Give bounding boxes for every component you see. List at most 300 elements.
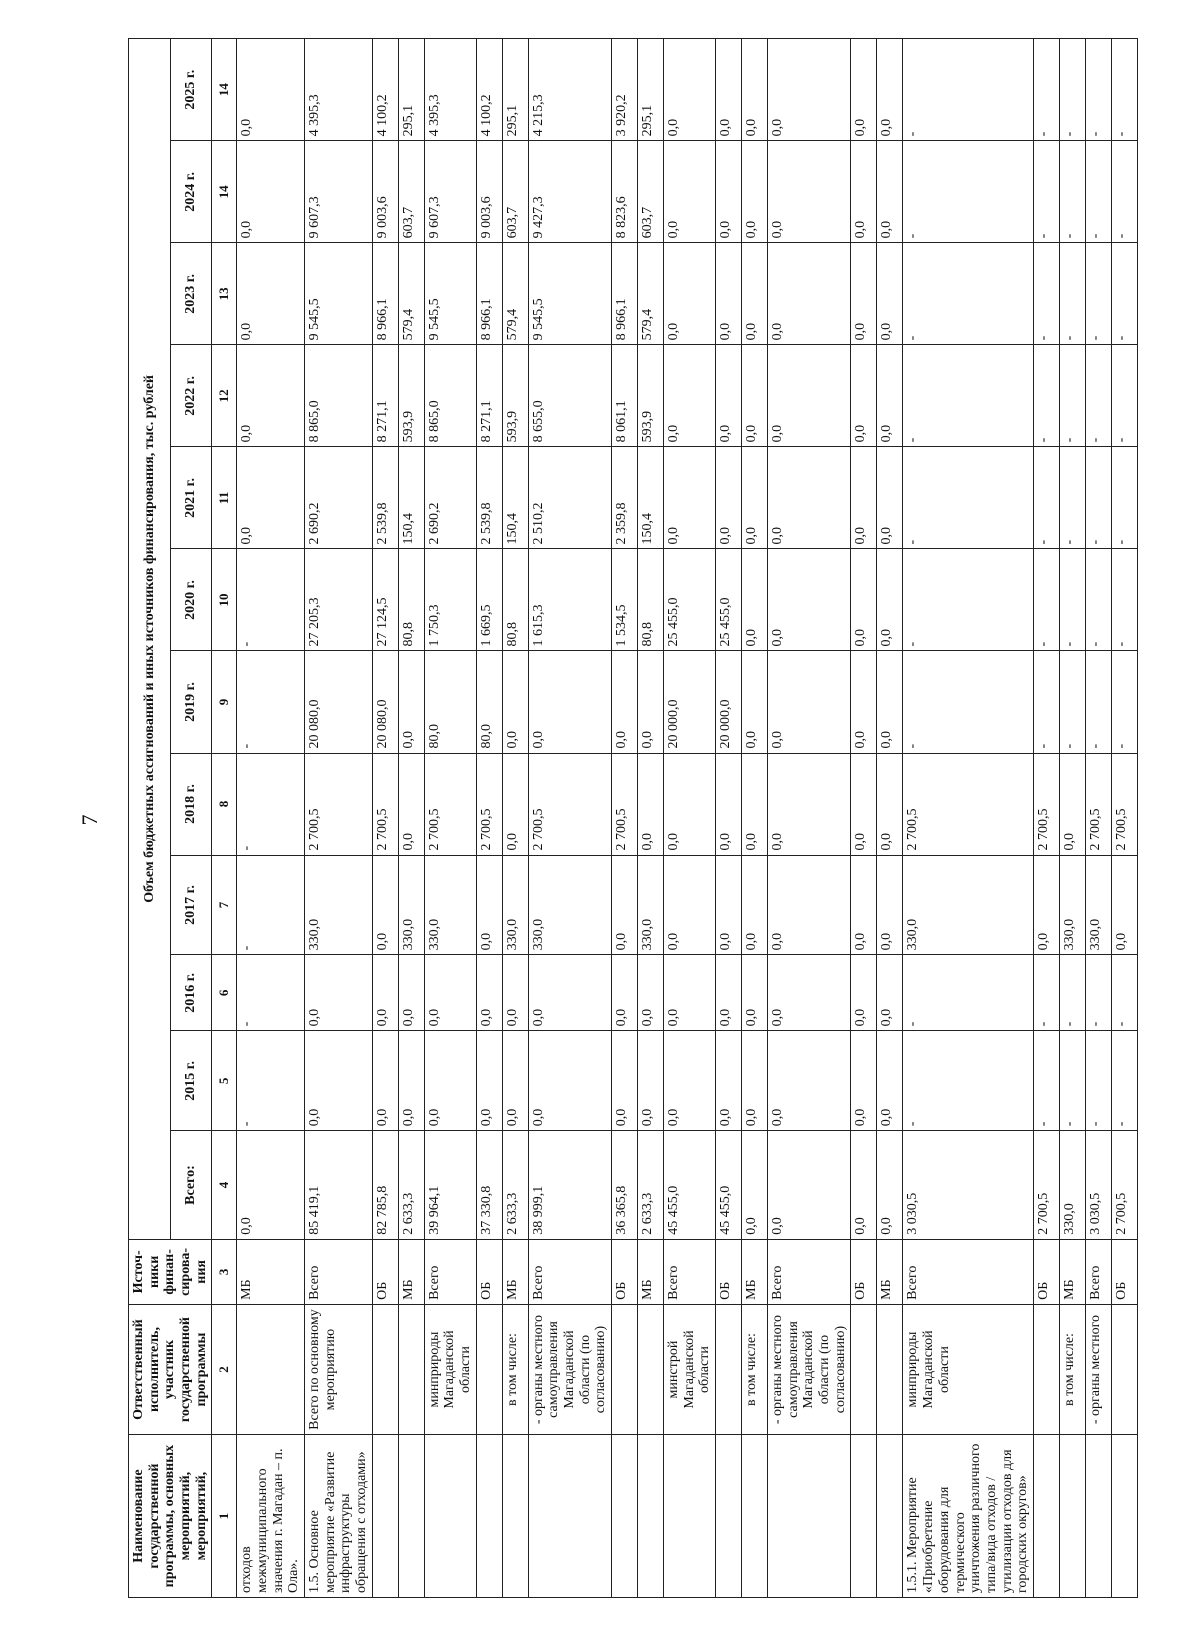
value-cell: 9 003,6 (372, 141, 398, 243)
value-cell: 4 100,2 (476, 39, 502, 141)
header-name: Наименование государственной программы, основных мероприятий, мероприятий, (129, 1435, 212, 1598)
source-cell: МБ (237, 1239, 305, 1304)
name-cell (1111, 1435, 1137, 1598)
column-number: 10 (212, 549, 237, 651)
responsible-cell: Всего по основному мероприятию (305, 1304, 373, 1434)
value-cell: - (1111, 39, 1137, 141)
value-cell: 27 124,5 (372, 549, 398, 651)
value-cell: - (237, 651, 305, 753)
name-cell (398, 1435, 424, 1598)
value-cell: 45 455,0 (716, 1131, 742, 1240)
value-cell: - (1059, 345, 1085, 447)
value-cell: 8 271,1 (476, 345, 502, 447)
value-cell: 295,1 (502, 39, 528, 141)
value-cell: 0,0 (502, 1031, 528, 1131)
name-cell (1085, 1435, 1111, 1598)
value-cell: 20 000,0 (664, 651, 716, 753)
responsible-cell: минприроды Магаданской области (903, 1304, 1033, 1434)
table-row (877, 39, 903, 1598)
value-cell: 9 427,3 (528, 141, 611, 243)
value-cell: 0,0 (768, 651, 851, 753)
value-cell: 2 633,3 (638, 1131, 664, 1240)
value-cell: 2 700,5 (476, 753, 502, 855)
value-cell: - (1059, 651, 1085, 753)
value-cell: 0,0 (612, 855, 638, 955)
value-cell: 2 510,2 (528, 447, 611, 549)
value-cell: 25 455,0 (664, 549, 716, 651)
value-cell: - (1059, 447, 1085, 549)
value-cell: 0,0 (237, 243, 305, 345)
value-cell: 0,0 (742, 549, 768, 651)
value-cell: - (1085, 955, 1111, 1031)
value-cell: 0,0 (742, 855, 768, 955)
value-cell: 8 865,0 (424, 345, 476, 447)
value-cell: 593,9 (638, 345, 664, 447)
value-cell: 8 966,1 (372, 243, 398, 345)
value-cell: 0,0 (851, 39, 877, 141)
value-cell: 2 700,5 (1111, 1131, 1137, 1240)
header-year: 2016 г. (170, 955, 212, 1031)
value-cell: 295,1 (398, 39, 424, 141)
value-cell: 27 205,3 (305, 549, 373, 651)
value-cell: - (237, 753, 305, 855)
value-cell: 0,0 (237, 1131, 305, 1240)
table-row (903, 39, 1033, 1598)
value-cell: 0,0 (851, 243, 877, 345)
value-cell: 80,0 (424, 651, 476, 753)
value-cell: 82 785,8 (372, 1131, 398, 1240)
source-cell: Всего (1085, 1239, 1111, 1304)
value-cell: - (1033, 345, 1059, 447)
source-cell: ОБ (1033, 1239, 1059, 1304)
value-cell: 0,0 (768, 955, 851, 1031)
value-cell: 0,0 (237, 447, 305, 549)
value-cell: - (1059, 243, 1085, 345)
value-cell: 0,0 (305, 1031, 373, 1131)
value-cell: 0,0 (502, 753, 528, 855)
value-cell: - (1033, 141, 1059, 243)
value-cell: - (237, 1031, 305, 1131)
responsible-cell (1033, 1304, 1059, 1434)
value-cell: 2 700,5 (424, 753, 476, 855)
value-cell: 0,0 (742, 447, 768, 549)
responsible-cell: в том числе: (502, 1304, 528, 1434)
value-cell: 4 395,3 (305, 39, 373, 141)
value-cell: 0,0 (502, 955, 528, 1031)
value-cell: 80,8 (398, 549, 424, 651)
value-cell: 85 419,1 (305, 1131, 373, 1240)
value-cell: 0,0 (851, 753, 877, 855)
source-cell: ОБ (851, 1239, 877, 1304)
value-cell: 0,0 (372, 1031, 398, 1131)
name-cell: отходов межмуниципального значения г. Магадан – п. Ола». (237, 1435, 305, 1598)
value-cell: 0,0 (716, 753, 742, 855)
table-row (742, 39, 768, 1598)
value-cell: 0,0 (372, 955, 398, 1031)
table-row (528, 39, 611, 1598)
value-cell: 0,0 (851, 855, 877, 955)
value-cell: 0,0 (664, 345, 716, 447)
value-cell: 9 607,3 (305, 141, 373, 243)
responsible-cell (1111, 1304, 1137, 1434)
value-cell: - (1111, 243, 1137, 345)
value-cell: 0,0 (716, 1031, 742, 1131)
value-cell: 36 365,8 (612, 1131, 638, 1240)
value-cell: 0,0 (528, 1031, 611, 1131)
value-cell: 8 966,1 (476, 243, 502, 345)
value-cell: - (1033, 549, 1059, 651)
value-cell: 4 100,2 (372, 39, 398, 141)
value-cell: 0,0 (502, 651, 528, 753)
rotated-table-wrapper (128, 38, 1138, 1598)
column-number: 3 (212, 1239, 237, 1304)
name-cell (877, 1435, 903, 1598)
value-cell: 9 545,5 (528, 243, 611, 345)
value-cell: - (903, 651, 1033, 753)
table-row (1059, 39, 1085, 1598)
value-cell: 0,0 (664, 855, 716, 955)
column-number: 5 (212, 1031, 237, 1131)
table-row (305, 39, 373, 1598)
name-cell (1059, 1435, 1085, 1598)
value-cell: 80,0 (476, 651, 502, 753)
value-cell: 0,0 (398, 955, 424, 1031)
value-cell: - (237, 855, 305, 955)
value-cell: 0,0 (528, 955, 611, 1031)
value-cell: 0,0 (664, 141, 716, 243)
responsible-cell: в том числе: (1059, 1304, 1085, 1434)
value-cell: 1 669,5 (476, 549, 502, 651)
value-cell: 2 633,3 (398, 1131, 424, 1240)
value-cell: - (1059, 39, 1085, 141)
value-cell: 9 545,5 (424, 243, 476, 345)
responsible-cell (372, 1304, 398, 1434)
value-cell: 0,0 (877, 955, 903, 1031)
value-cell: 8 823,6 (612, 141, 638, 243)
value-cell: 0,0 (612, 651, 638, 753)
value-cell: 330,0 (398, 855, 424, 955)
value-cell: 330,0 (1059, 1131, 1085, 1240)
value-cell: 0,0 (742, 141, 768, 243)
financing-table (128, 38, 1138, 1598)
name-cell: 1.5. Основное мероприятие «Развитие инфраструктуры обращения с отходами» (305, 1435, 373, 1598)
column-number: 12 (212, 345, 237, 447)
value-cell: 2 700,5 (528, 753, 611, 855)
value-cell: 0,0 (768, 345, 851, 447)
value-cell: 2 700,5 (612, 753, 638, 855)
value-cell: 0,0 (638, 753, 664, 855)
column-number: 11 (212, 447, 237, 549)
value-cell: 330,0 (638, 855, 664, 955)
value-cell: 4 215,3 (528, 39, 611, 141)
value-cell: 330,0 (903, 855, 1033, 955)
column-number: 1 (212, 1435, 237, 1598)
name-cell (476, 1435, 502, 1598)
value-cell: 25 455,0 (716, 549, 742, 651)
value-cell: 0,0 (851, 1031, 877, 1131)
header-year: 2018 г. (170, 753, 212, 855)
value-cell: - (903, 39, 1033, 141)
table-row (372, 39, 398, 1598)
value-cell: 8 655,0 (528, 345, 611, 447)
column-number: 2 (212, 1304, 237, 1434)
value-cell: 1 534,5 (612, 549, 638, 651)
table-row (638, 39, 664, 1598)
value-cell: 0,0 (372, 855, 398, 955)
value-cell: 2 700,5 (1033, 753, 1059, 855)
value-cell: - (1033, 39, 1059, 141)
source-cell: ОБ (1111, 1239, 1137, 1304)
value-cell: 80,8 (502, 549, 528, 651)
header-total: Всего: (170, 1131, 212, 1240)
source-cell: ОБ (372, 1239, 398, 1304)
value-cell: 0,0 (877, 855, 903, 955)
value-cell: 603,7 (398, 141, 424, 243)
value-cell: 0,0 (877, 1031, 903, 1131)
value-cell: 0,0 (877, 39, 903, 141)
value-cell: - (1111, 447, 1137, 549)
value-cell: - (903, 141, 1033, 243)
value-cell: 0,0 (877, 753, 903, 855)
value-cell: 0,0 (612, 955, 638, 1031)
value-cell: 0,0 (664, 1031, 716, 1131)
responsible-cell (237, 1304, 305, 1434)
value-cell: 0,0 (851, 955, 877, 1031)
responsible-cell: минстрой Магаданской области (664, 1304, 716, 1434)
value-cell: 0,0 (1033, 855, 1059, 955)
value-cell: 0,0 (237, 345, 305, 447)
value-cell: 0,0 (742, 651, 768, 753)
value-cell: - (1059, 549, 1085, 651)
source-cell: Всего (903, 1239, 1033, 1304)
value-cell: 0,0 (768, 447, 851, 549)
table-row (398, 39, 424, 1598)
header-year: 2021 г. (170, 447, 212, 549)
value-cell: 0,0 (237, 141, 305, 243)
value-cell: 0,0 (528, 651, 611, 753)
value-cell: 0,0 (768, 549, 851, 651)
value-cell: 8 966,1 (612, 243, 638, 345)
value-cell: - (1085, 1031, 1111, 1131)
value-cell: 0,0 (638, 1031, 664, 1131)
value-cell: - (1111, 955, 1137, 1031)
value-cell: 0,0 (716, 855, 742, 955)
value-cell: 593,9 (502, 345, 528, 447)
value-cell: 0,0 (476, 1031, 502, 1131)
value-cell: 0,0 (424, 955, 476, 1031)
value-cell: - (1085, 39, 1111, 141)
value-cell: - (1085, 345, 1111, 447)
source-cell: Всего (305, 1239, 373, 1304)
column-number: 6 (212, 955, 237, 1031)
value-cell: 2 539,8 (476, 447, 502, 549)
value-cell: 0,0 (742, 753, 768, 855)
value-cell: 0,0 (742, 345, 768, 447)
value-cell: 3 920,2 (612, 39, 638, 141)
source-cell: МБ (877, 1239, 903, 1304)
source-cell: ОБ (716, 1239, 742, 1304)
value-cell: 330,0 (528, 855, 611, 955)
name-cell (768, 1435, 851, 1598)
value-cell: 0,0 (638, 955, 664, 1031)
value-cell: 0,0 (877, 243, 903, 345)
value-cell: 0,0 (716, 243, 742, 345)
value-cell: - (1111, 345, 1137, 447)
value-cell: 330,0 (305, 855, 373, 955)
value-cell: 1 615,3 (528, 549, 611, 651)
value-cell: 0,0 (476, 955, 502, 1031)
value-cell: 0,0 (851, 141, 877, 243)
value-cell: 2 539,8 (372, 447, 398, 549)
responsible-cell (476, 1304, 502, 1434)
value-cell: 8 271,1 (372, 345, 398, 447)
value-cell: 0,0 (877, 1131, 903, 1240)
value-cell: 603,7 (502, 141, 528, 243)
value-cell: 2 700,5 (305, 753, 373, 855)
value-cell: 593,9 (398, 345, 424, 447)
header-year: 2024 г. (170, 141, 212, 243)
value-cell: - (1111, 141, 1137, 243)
value-cell: 0,0 (877, 549, 903, 651)
value-cell: 0,0 (851, 1131, 877, 1240)
table-row (612, 39, 638, 1598)
value-cell: 45 455,0 (664, 1131, 716, 1240)
value-cell: 20 080,0 (372, 651, 398, 753)
column-number: 14 (212, 141, 237, 243)
value-cell: 0,0 (877, 345, 903, 447)
name-cell (716, 1435, 742, 1598)
source-cell: ОБ (476, 1239, 502, 1304)
value-cell: 0,0 (664, 243, 716, 345)
value-cell: 0,0 (768, 39, 851, 141)
value-cell: 0,0 (742, 955, 768, 1031)
value-cell: 0,0 (742, 1031, 768, 1131)
value-cell: 0,0 (877, 141, 903, 243)
value-cell: 330,0 (424, 855, 476, 955)
value-cell: 2 690,2 (424, 447, 476, 549)
header-year: 2025 г. (170, 39, 212, 141)
value-cell: 150,4 (502, 447, 528, 549)
table-row (716, 39, 742, 1598)
responsible-cell (638, 1304, 664, 1434)
value-cell: 0,0 (664, 39, 716, 141)
value-cell: 2 700,5 (1085, 753, 1111, 855)
table-row (237, 39, 305, 1598)
source-cell: МБ (398, 1239, 424, 1304)
value-cell: - (1111, 549, 1137, 651)
value-cell: 0,0 (716, 39, 742, 141)
value-cell: - (1033, 651, 1059, 753)
column-number: 8 (212, 753, 237, 855)
value-cell: 0,0 (877, 447, 903, 549)
value-cell: 150,4 (638, 447, 664, 549)
value-cell: 0,0 (398, 651, 424, 753)
responsible-cell (612, 1304, 638, 1434)
name-cell: 1.5.1. Мероприятие «Приобретение оборудования для термического уничтожения различного типа/вида отходов /утилизации отходов для городских округов» (903, 1435, 1033, 1598)
source-cell: Всего (768, 1239, 851, 1304)
value-cell: 0,0 (768, 855, 851, 955)
value-cell: 0,0 (664, 753, 716, 855)
value-cell: 8 865,0 (305, 345, 373, 447)
value-cell: 0,0 (305, 955, 373, 1031)
value-cell: 0,0 (716, 447, 742, 549)
value-cell: 1 750,3 (424, 549, 476, 651)
value-cell: 0,0 (398, 1031, 424, 1131)
value-cell: 0,0 (768, 753, 851, 855)
name-cell (528, 1435, 611, 1598)
value-cell: - (1059, 1031, 1085, 1131)
value-cell: 2 633,3 (502, 1131, 528, 1240)
value-cell: 0,0 (476, 855, 502, 955)
column-number: 9 (212, 651, 237, 753)
responsible-cell: в том числе: (742, 1304, 768, 1434)
value-cell: - (1085, 141, 1111, 243)
value-cell: 330,0 (502, 855, 528, 955)
name-cell (851, 1435, 877, 1598)
value-cell: 0,0 (1111, 855, 1137, 955)
value-cell: 4 395,3 (424, 39, 476, 141)
value-cell: - (1033, 1031, 1059, 1131)
value-cell: 8 061,1 (612, 345, 638, 447)
source-cell: Всего (528, 1239, 611, 1304)
value-cell: 2 700,5 (372, 753, 398, 855)
value-cell: - (903, 955, 1033, 1031)
column-number: 4 (212, 1131, 237, 1240)
value-cell: 0,0 (851, 651, 877, 753)
value-cell: 2 700,5 (1033, 1131, 1059, 1240)
value-cell: 0,0 (664, 955, 716, 1031)
responsible-cell (716, 1304, 742, 1434)
value-cell: - (1033, 955, 1059, 1031)
responsible-cell: минприроды Магаданской области (424, 1304, 476, 1434)
name-cell (372, 1435, 398, 1598)
name-cell (742, 1435, 768, 1598)
value-cell: 0,0 (742, 39, 768, 141)
header-volume: Объем бюджетных ассигнований и иных источников финансирования, тыс. рублей (129, 39, 171, 1240)
header-year: 2019 г. (170, 651, 212, 753)
name-cell (638, 1435, 664, 1598)
table-row (424, 39, 476, 1598)
header-year: 2023 г. (170, 243, 212, 345)
value-cell: 579,4 (502, 243, 528, 345)
name-cell (1033, 1435, 1059, 1598)
value-cell: 0,0 (768, 141, 851, 243)
value-cell: - (903, 243, 1033, 345)
value-cell: 0,0 (398, 753, 424, 855)
value-cell: 0,0 (716, 955, 742, 1031)
value-cell: 20 080,0 (305, 651, 373, 753)
table-row (1033, 39, 1059, 1598)
table-row (476, 39, 502, 1598)
value-cell: 0,0 (768, 1031, 851, 1131)
value-cell: 2 700,5 (903, 753, 1033, 855)
value-cell: 0,0 (716, 141, 742, 243)
table-row (502, 39, 528, 1598)
header-year: 2017 г. (170, 855, 212, 955)
value-cell: - (903, 447, 1033, 549)
source-cell: Всего (664, 1239, 716, 1304)
value-cell: 37 330,8 (476, 1131, 502, 1240)
source-cell: Всего (424, 1239, 476, 1304)
value-cell: 579,4 (398, 243, 424, 345)
value-cell: 2 700,5 (1111, 753, 1137, 855)
source-cell: ОБ (612, 1239, 638, 1304)
table-row (1085, 39, 1111, 1598)
name-cell (502, 1435, 528, 1598)
column-number: 7 (212, 855, 237, 955)
value-cell: 0,0 (424, 1031, 476, 1131)
value-cell: - (237, 549, 305, 651)
